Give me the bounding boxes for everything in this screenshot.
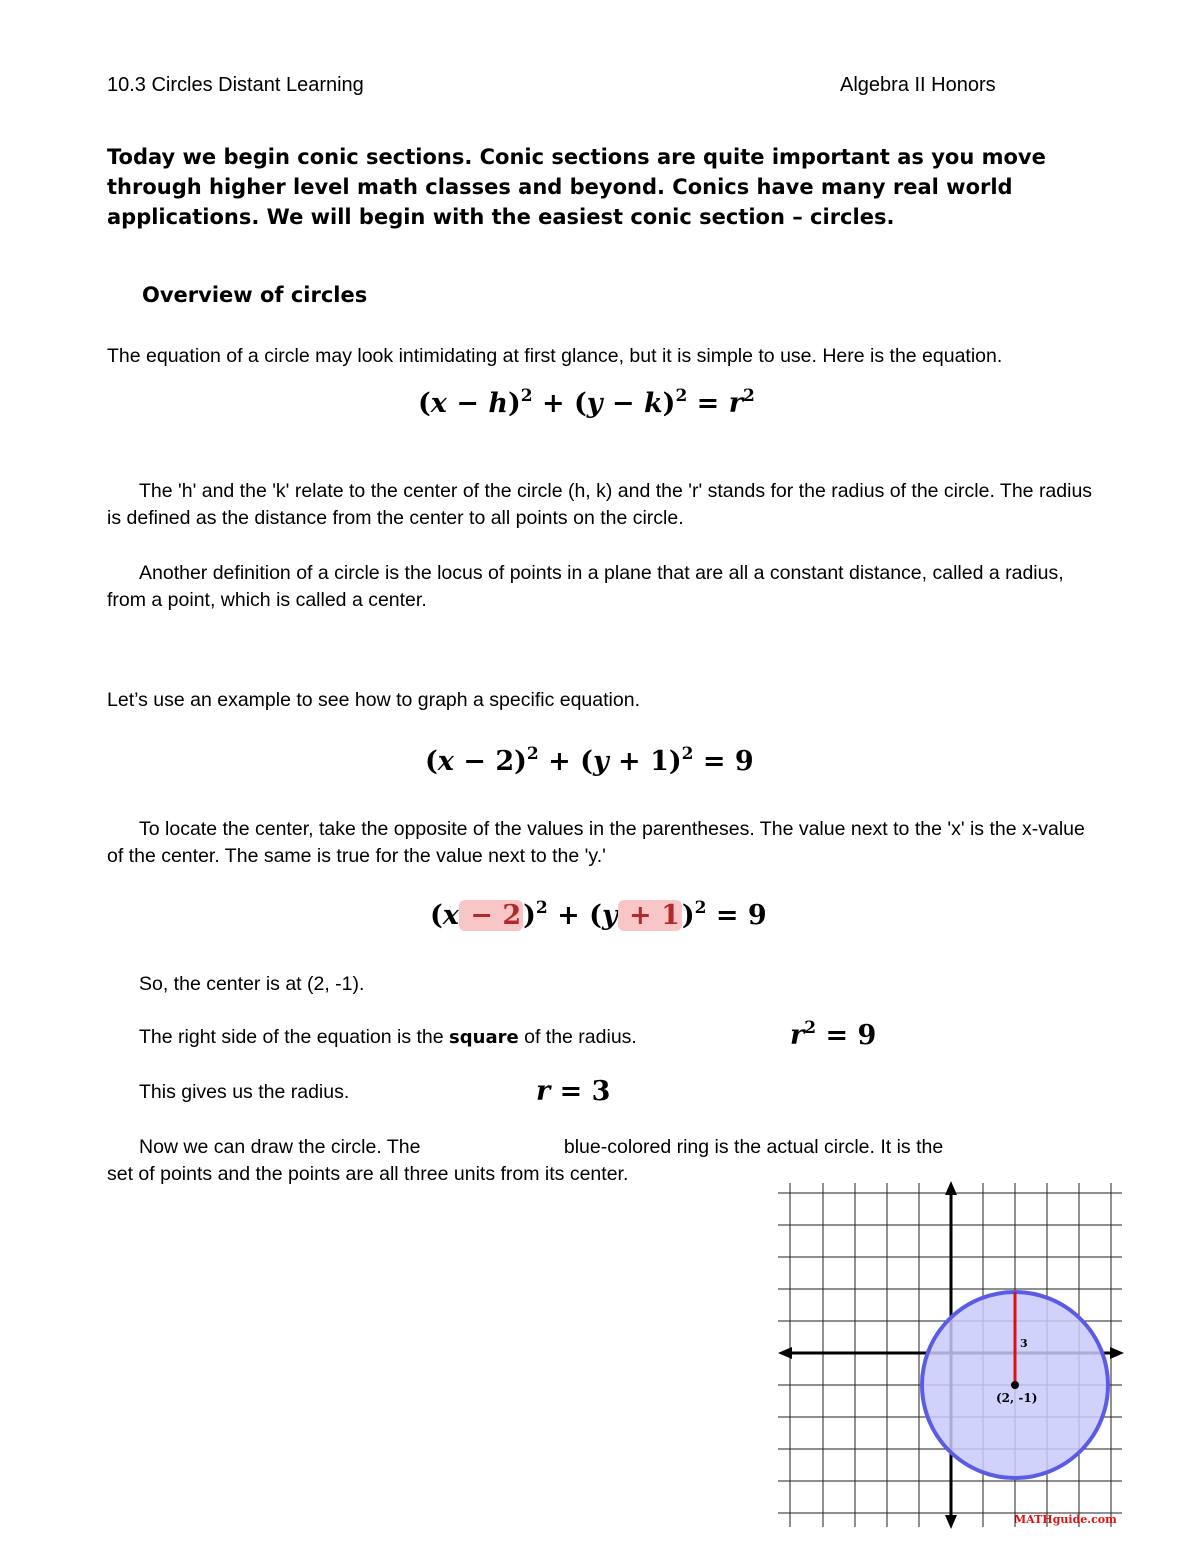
example-equation: $(x - 2)^2 + (y + 1)^2 = 9$ (425, 744, 754, 777)
draw-paragraph: Now we can draw the circle. The blue-colored ring is the actual circle. It is the set of points and the points are all three units from its center. (107, 1136, 944, 1185)
circle-graph (770, 1175, 1130, 1535)
radius-equation: r = 3 (536, 1076, 611, 1107)
header-course: Algebra II Honors (840, 74, 996, 96)
hk-paragraph: The 'h' and the 'k' relate to the center of the circle (h, k) and the 'r' stands for the radius of the circle. The radius is defined as the distance from the center to all points on the circle. (107, 480, 1093, 529)
r-squared-equation: $r^2 = 9$ (790, 1018, 877, 1051)
locus-paragraph: Another definition of a circle is the locus of points in a plane that are all a constant distance, called a radius, from a point, which is called a center. (107, 562, 1064, 611)
x-axis-arrow-left (778, 1347, 792, 1359)
section-heading: Overview of circles (142, 283, 368, 307)
intro-paragraph: Today we begin conic sections. Conic sections are quite important as you move through higher level math classes and beyond. Conics have many real world applications. We will begin with the easiest conic section – circles. (107, 145, 1046, 229)
header-title: 10.3 Circles Distant Learning (107, 74, 364, 96)
radius-paragraph: This gives us the radius. (139, 1081, 350, 1103)
y-axis-arrow-top (945, 1181, 957, 1195)
equation-intro-paragraph: The equation of a circle may look intimidating at first glance, but it is simple to use. Here is the equation. (107, 345, 1003, 367)
watermark: MATHguide.com (1014, 1513, 1117, 1526)
example-intro: Let’s use an example to see how to graph a specific equation. (107, 689, 640, 711)
square-paragraph: The right side of the equation is the square of the radius. (139, 1026, 637, 1048)
center-label: (2, -1) (996, 1391, 1038, 1405)
general-circle-equation: $(x - h)^2 + (y - k)^2 = r^2$ (418, 386, 755, 419)
radius-label: 3 (1020, 1337, 1028, 1350)
center-paragraph: To locate the center, take the opposite of the values in the parentheses. The value next to the 'x' is the x-value of the center. The same is true for the value next to the 'y.' (107, 818, 1085, 867)
y-axis-arrow-bottom (945, 1515, 957, 1529)
center-result: So, the center is at (2, -1). (139, 973, 365, 995)
center-point (1011, 1381, 1019, 1389)
highlight-minus-2: − 2 (460, 900, 522, 931)
highlight-plus-1: + 1 (619, 900, 680, 931)
x-axis-arrow-right (1110, 1347, 1124, 1359)
highlighted-equation: $(x - 2)^2 + (y + 1)^2 = 9$ (430, 898, 767, 931)
